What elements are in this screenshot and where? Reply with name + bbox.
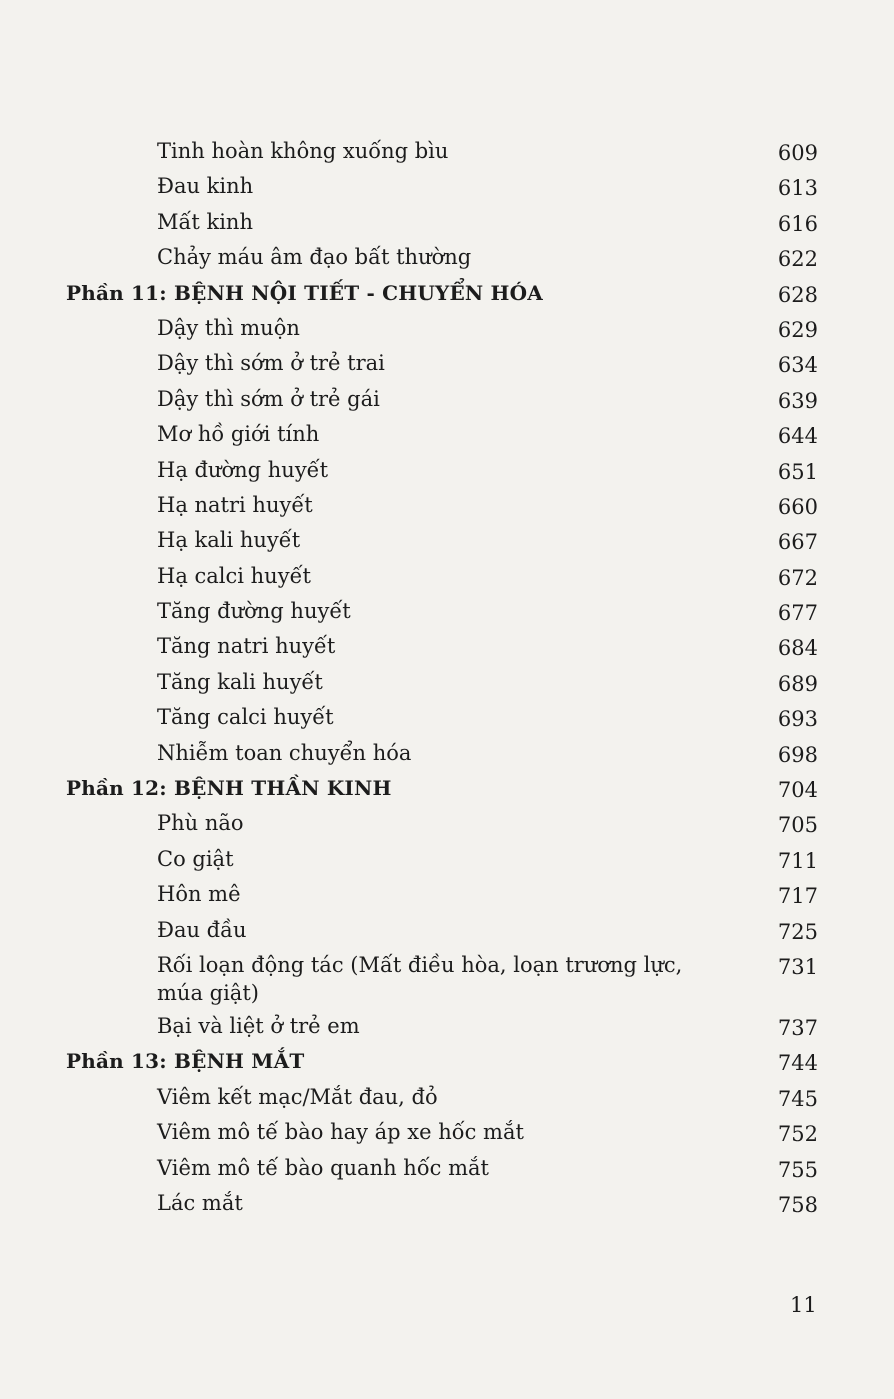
toc-entry-title: Phần 11: BỆNH NỘI TIẾT - CHUYỂN HÓA [66,280,543,305]
toc-entry-page: 744 [777,1051,818,1076]
toc-entry-page: 613 [777,176,818,201]
table-of-contents [0,137,894,1224]
toc-entry-title: Phần 13: BỆNH MẮT [66,1049,305,1074]
toc-entry-page: 725 [777,919,818,944]
toc-entry-title: Bại và liệt ở trẻ em [157,1013,360,1038]
toc-entry-title: Hôn mê [157,882,241,907]
toc-entry [0,916,894,951]
toc-entry [0,243,894,278]
toc-entry-page: 616 [777,211,818,236]
toc-entry-title: Lác mắt [157,1190,243,1215]
toc-entry [0,632,894,667]
toc-entry-page: 629 [777,317,818,342]
toc-entry-page: 693 [777,707,818,732]
toc-entry-page: 672 [777,565,818,590]
toc-entry-title: Phần 12: BỆNH THẦN KINH [66,776,392,801]
toc-entry-title: Tinh hoàn không xuống bìu [157,139,449,163]
toc-entry-title: Hạ kali huyết [157,528,301,553]
toc-entry [0,137,894,172]
toc-entry [0,456,894,491]
toc-entry-title: Tăng đường huyết [157,599,351,624]
toc-entry-title: Phù não [157,811,244,836]
toc-entry-page: 731 [777,954,818,979]
toc-entry-title: Hạ calci huyết [157,563,311,588]
toc-entry-title: Dậy thì sớm ở trẻ trai [157,351,385,376]
toc-entry [0,668,894,703]
toc-entry-page: 667 [777,530,818,555]
toc-entry-page: 745 [777,1086,818,1111]
toc-entry-title: Tăng natri huyết [157,634,336,659]
toc-entry-page: 698 [777,742,818,767]
toc-entry [0,1118,894,1153]
toc-section-heading [0,1047,894,1082]
toc-entry [0,385,894,420]
toc-entry [0,562,894,597]
toc-entry-page: 622 [777,247,818,272]
toc-entry-page: 660 [777,494,818,519]
page-number: 11 [790,1293,817,1317]
toc-entry-page: 684 [777,636,818,661]
toc-entry [0,845,894,880]
toc-entry [0,1083,894,1118]
toc-entry-page: 755 [777,1157,818,1182]
toc-entry-page: 628 [777,282,818,307]
toc-entry-page: 651 [777,459,818,484]
toc-entry [0,172,894,207]
toc-entry-title: Dậy thì muộn [157,315,300,340]
toc-entry [0,739,894,774]
toc-entry-title: Viêm kết mạc/Mắt đau, đỏ [157,1084,438,1109]
toc-entry-title: Hạ natri huyết [157,492,313,517]
toc-entry-page: 758 [777,1192,818,1217]
toc-entry [0,314,894,349]
toc-entry [0,880,894,915]
toc-entry [0,491,894,526]
toc-entry-title: Co giật [157,846,234,871]
toc-entry-page: 737 [777,1015,818,1040]
toc-entry-page: 717 [777,884,818,909]
toc-entry [0,1189,894,1224]
toc-entry-title: Dậy thì sớm ở trẻ gái [157,386,380,411]
toc-entry-page: 609 [777,141,818,165]
toc-entry-title: Mơ hồ giới tính [157,422,320,447]
toc-entry-page: 704 [777,778,818,803]
toc-entry-title: Viêm mô tế bào quanh hốc mắt [157,1155,489,1180]
toc-entry [0,420,894,455]
toc-entry-title: Tăng kali huyết [157,669,323,694]
toc-entry [0,349,894,384]
toc-entry-title: Mất kinh [157,209,253,234]
toc-entry [0,208,894,243]
toc-entry-title: Đau kinh [157,174,254,199]
toc-entry-page: 639 [777,388,818,413]
toc-entry-page: 752 [777,1122,818,1147]
toc-entry-page: 644 [777,424,818,449]
toc-entry-title: Chảy máu âm đạo bất thường [157,245,472,270]
toc-section-heading [0,279,894,314]
toc-entry [0,703,894,738]
toc-entry [0,526,894,561]
toc-entry [0,809,894,844]
toc-entry-title: Nhiễm toan chuyển hóa [157,740,412,765]
toc-section-heading [0,774,894,809]
toc-entry-page: 689 [777,671,818,696]
toc-entry-title: Đau đầu [157,917,247,942]
toc-entry-page: 711 [777,848,818,873]
toc-entry [0,1154,894,1189]
toc-entry [0,1012,894,1047]
toc-entry-title: Tăng calci huyết [157,705,334,730]
toc-entry [0,951,894,1012]
toc-entry-title: Rối loạn động tác (Mất điều hòa, loạn trương lực, múa giật) [157,952,683,1005]
toc-entry-title: Hạ đường huyết [157,457,329,482]
toc-entry [0,597,894,632]
toc-entry-title: Viêm mô tế bào hay áp xe hốc mắt [157,1120,524,1145]
toc-entry-page: 634 [777,353,818,378]
toc-entry-page: 677 [777,601,818,626]
toc-entry-page: 705 [777,813,818,838]
